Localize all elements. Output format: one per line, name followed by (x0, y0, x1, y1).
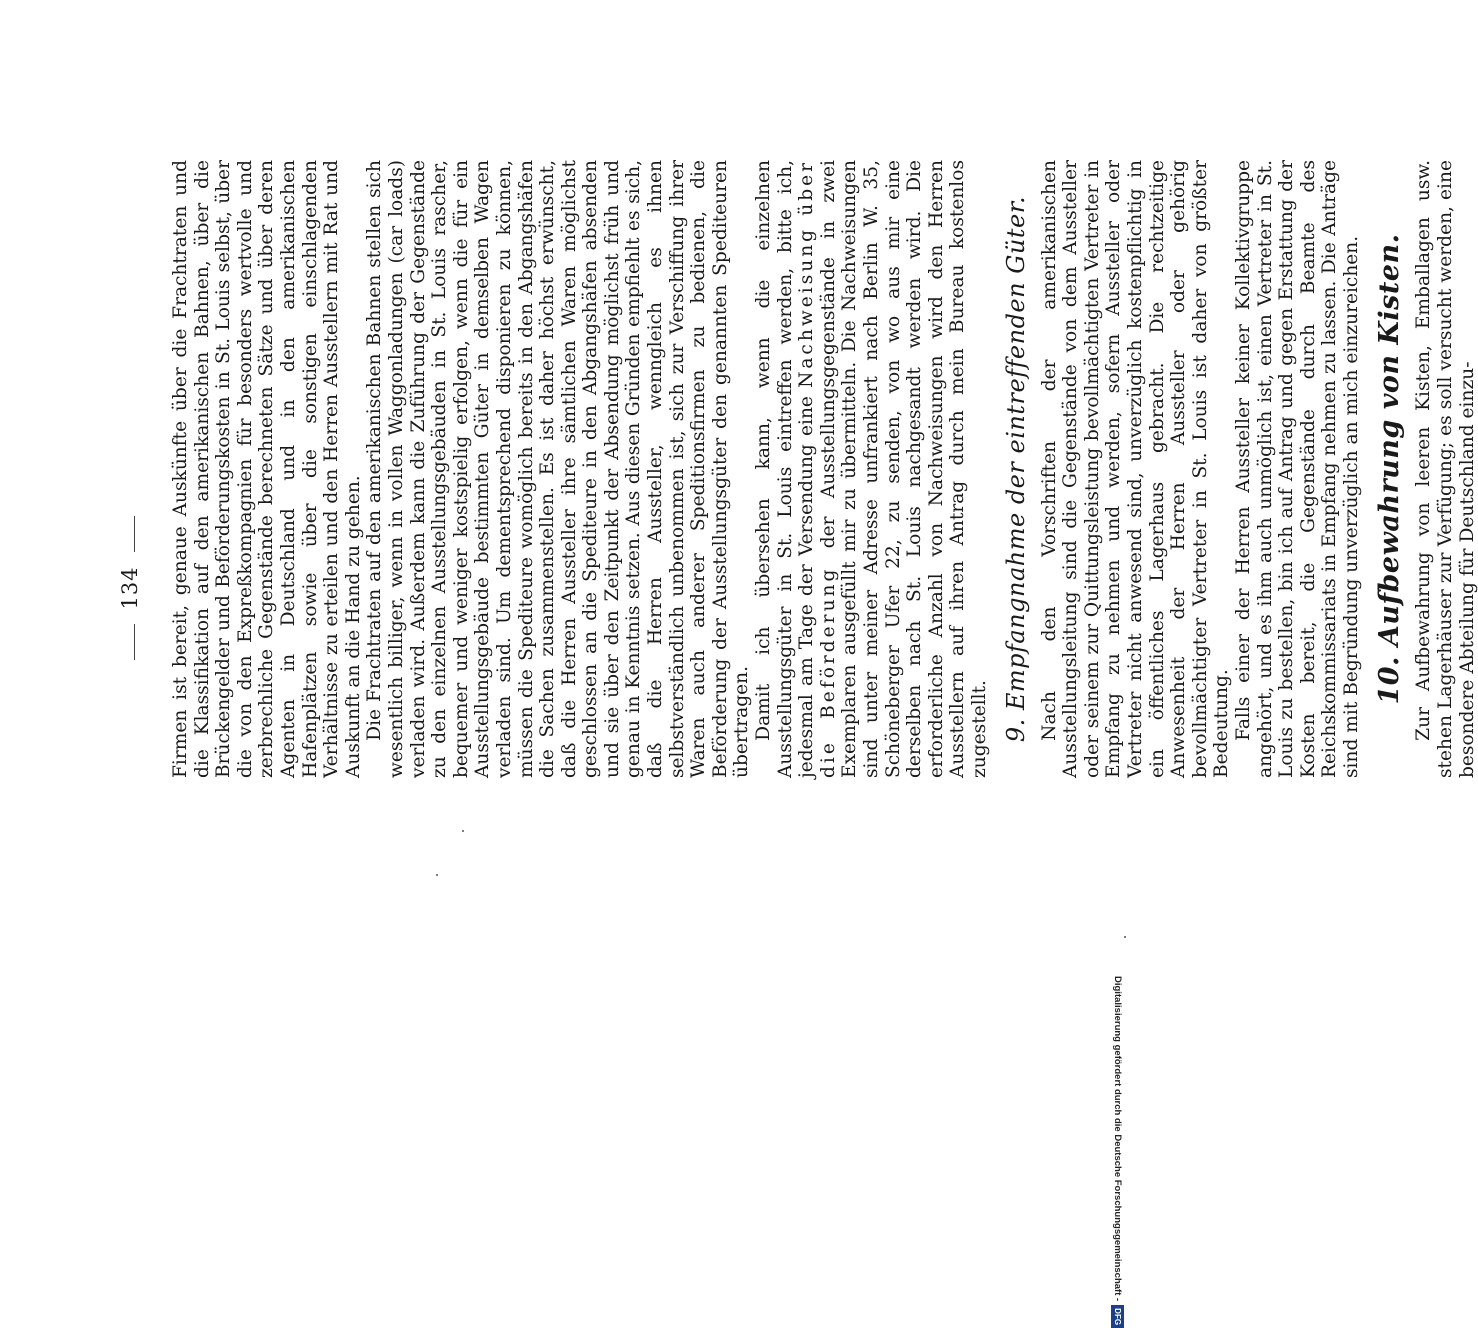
scan-speck (436, 874, 438, 876)
section-9-paragraph-2: Falls einer der Herren Aussteller keiner Kollektivgruppe angehört, und es ihm auch unmöglich ist, einen Vertreter in St. Louis zu bestellen, bin ich auf Antrag und gegen Erstattung der Kosten bereit, die Gegenstände durch Beamte des Reichskommissariats in Empfang nehmen zu lassen. Die Anträge sind mit Begründung unverzüglich an mich einzureichen. (1232, 160, 1362, 778)
para3-spaced-term: Nachweisung über die Beförderung (796, 159, 839, 778)
paragraph-intro-2: Die Frachtraten auf den amerikanischen Bahnen stellen sich wesentlich billiger, wenn in vollen Waggonladungen (car loads) verladen wird. Außerdem kann die Zuführung der Gegenstände zu den einzelnen Ausstellungsgebäuden in St. Louis rascher, bequemer und weniger kostspielig erfolgen, wenn die für ein Ausstellungsgebäude bestimmten Güter in demselben Wagen verladen sind. Um dementsprechend disponieren zu können, müssen die Spediteure womöglich bereits in den Abgangshäfen die Sachen zusammenstellen. Es ist daher höchst erwünscht, daß die Herren Aussteller ihre sämtlichen Waren möglichst geschlossen an die Spediteure in den Abgangshäfen absenden und sie über den Zeitpunkt der Absendung möglichst früh und genau in Kenntnis setzen. Aus diesen Gründen empfiehlt es sich, daß die Herren Aussteller, wenngleich es ihnen selbstverständlich unbenommen ist, sich zur Verschiffung ihrer Waren auch anderer Speditionsfirmen zu bedienen, die Beförderung der Ausstellungsgüter den genannten Spediteuren übertragen. (364, 160, 753, 778)
section-10-paragraph-1: Zur Aufbewahrung von leeren Kisten, Emballagen usw. stehen Lagerhäuser zur Verfügung; es soll versucht werden, eine besondere Abteilung für Deutschland einzu- (1413, 160, 1478, 778)
dfg-logo-badge: DFG (1112, 1305, 1125, 1328)
paragraph-intro-1: Firmen ist bereit, genaue Auskünfte über die Frachtraten und die Klassifikation auf den amerikanischen Bahnen, über die Brückengelder und Beförderungskosten in St. Louis selbst, über die von den Expreßkompagnien für besonders wertvolle und zerbrechliche Gegenstände berechneten Sätze und über deren Agenten in Deutschland und in den amerikanischen Hafenplätzen sowie über die sonstigen einschlagenden Verhältnisse zu erteilen und den Herren Ausstellern mit Rat und Auskunft an die Hand zu gehen. (170, 160, 364, 778)
scan-speck (1124, 936, 1126, 938)
body-text (170, 160, 1478, 778)
para3-post: der Ausstellungsgegenstände in zwei Exemplaren ausgefüllt mir zu übermitteln. Die Nachweisungen sind unter meiner Adresse unfrankiert nach Berlin W. 35, Schöneberger Ufer 22, zu senden, von wo aus mir eine derselben nach St. Louis nachgesandt werden wird. Die erforderliche Anzahl von Nachweisungen wird den Herren Ausstellern auf ihren Antrag durch mein Bureau kostenlos zugestellt. (817, 159, 990, 778)
scan-speck (462, 830, 464, 832)
section-9-heading: 9. Empfangnahme der eintreffenden Güter. (1001, 195, 1030, 743)
section-9-paragraph-1: Nach den Vorschriften der amerikanischen Ausstellungsleitung sind die Gegenstände von dem Aussteller oder seinem zur Quittungsleistung bevollmächtigten Vertreter in Empfang zu nehmen und werden, sofern Aussteller oder Vertreter nicht anwesend sind, unverzüglich kostenpflichtig in ein öffentliches Lagerhaus gebracht. Die rechtzeitige Anwesenheit der Herren Aussteller oder gehörig bevollmächtigter Vertreter in St. Louis ist daher von größter Bedeutung. (1038, 160, 1233, 778)
section-10-heading: 10. Aufbewahrung von Kisten. (1374, 233, 1406, 705)
para3-pre: Damit ich übersehen kann, wenn die einzelnen Ausstellungsgüter in St. Louis eintreffen werden, bitte ich, jedesmal am Tage der Versendung eine (753, 160, 818, 778)
digitization-note: Digitalisierung gefördert durch die Deutsche Forschungsgemeinschaft - (1112, 976, 1124, 1302)
header-rule-right (134, 516, 135, 552)
header-rule-left (134, 624, 135, 660)
paragraph-nachweisung (753, 160, 991, 778)
digitization-footer (1112, 976, 1124, 1326)
page-number: 134 (118, 566, 142, 610)
